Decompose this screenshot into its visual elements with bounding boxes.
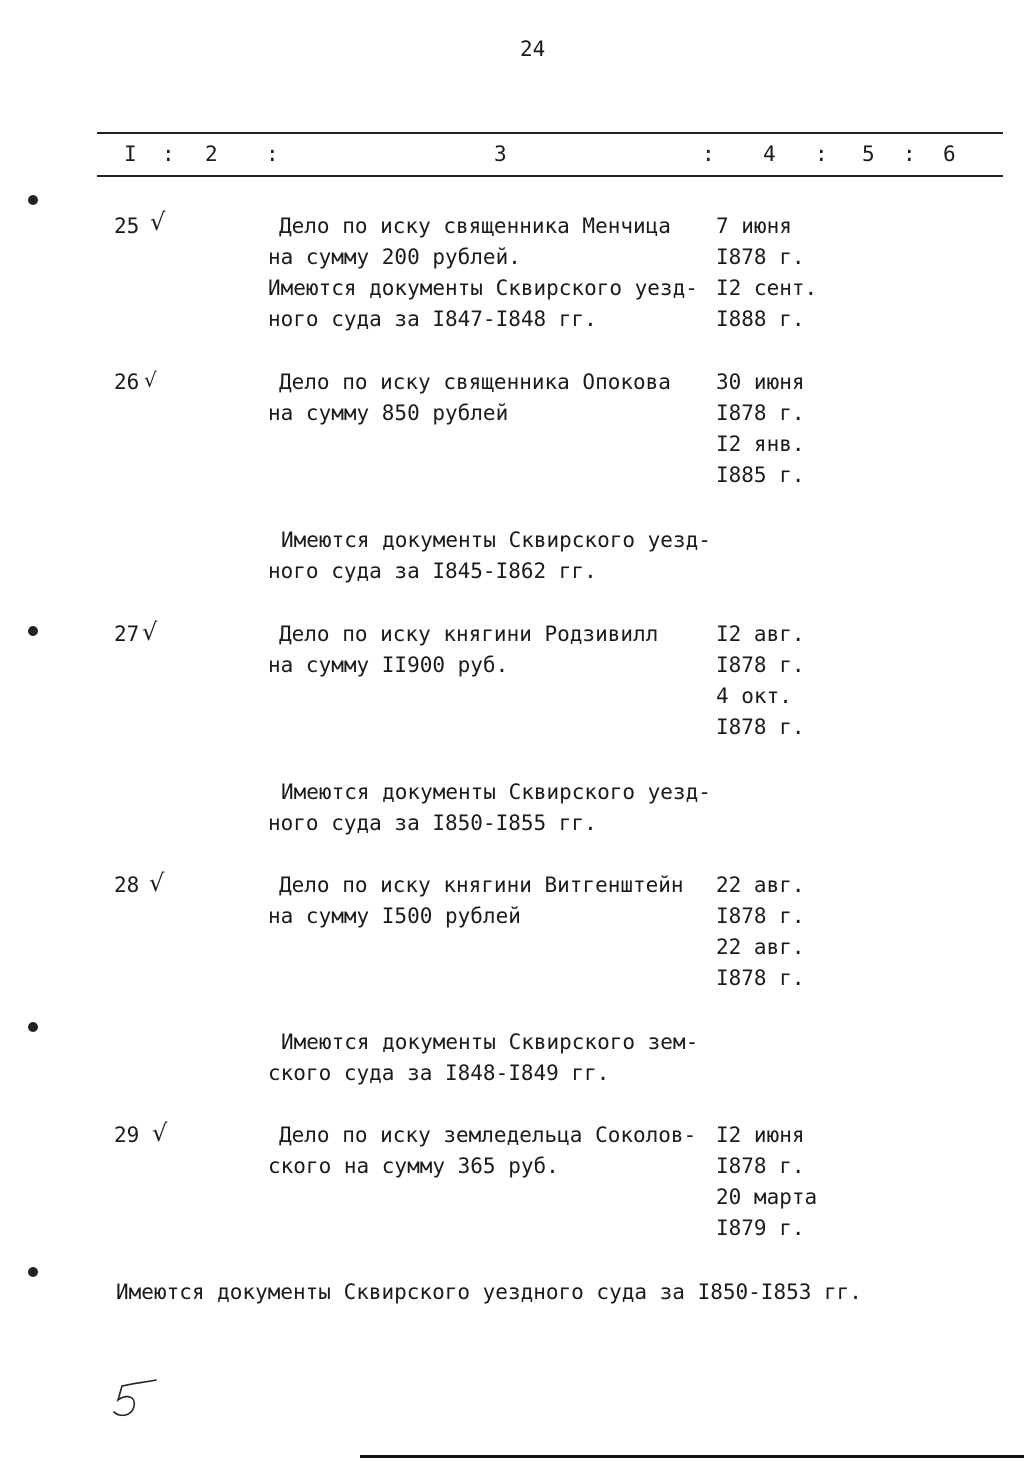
table-rule-top [97,132,1003,134]
entry-date-line: I878 г. [716,653,805,677]
column-header-5: 5 [862,142,875,166]
entry-date-line: I878 г. [716,1154,805,1178]
entry-description-line: на сумму II900 руб. [268,653,509,677]
checkmark-icon: √ [152,1119,168,1147]
entry-date-line: I878 г. [716,401,805,425]
entry-date-line: I2 авг. [716,622,805,646]
column-header-sep: : [162,142,175,166]
entry-description-line: Имеются документы Сквирского уезд- [268,276,698,300]
entry-date-line: I878 г. [716,245,805,269]
entry-description-line: ного суда за I847-I848 гг. [268,307,597,331]
column-header-sep: : [815,142,828,166]
entry-description-line: ского на сумму 365 руб. [268,1154,559,1178]
entry-note-line: ского суда за I848-I849 гг. [268,1061,610,1085]
entry-description-line: Дело по иску священника Менчица [279,214,671,238]
entry-date-line: 4 окт. [716,684,792,708]
page-edge-line [360,1455,1024,1458]
entry-note-line: ного суда за I850-I855 гг. [268,811,597,835]
handwritten-number-mark [108,1372,168,1422]
entry-date-line: I888 г. [716,307,805,331]
checkmark-icon: √ [144,368,157,392]
punch-hole-dot [28,1022,38,1032]
column-header-1: I [124,142,137,166]
column-header-sep: : [266,142,279,166]
entry-date-line: I878 г. [716,715,805,739]
entry-description-line: Дело по иску земледельца Соколов- [279,1123,697,1147]
entry-number: 26 [114,370,140,394]
checkmark-icon: √ [150,208,166,236]
entry-date-line: 7 июня [716,214,792,238]
entry-date-line: 20 марта [716,1185,818,1209]
entry-date-line: I878 г. [716,904,805,928]
entry-note-line: Имеются документы Сквирского зем- [281,1030,699,1054]
column-header-2: 2 [205,142,218,166]
column-header-4: 4 [763,142,776,166]
page-number: 24 [520,37,546,61]
entry-description-line: Дело по иску княгини Родзивилл [279,622,659,646]
entry-description-line: Дело по иску священника Опокова [279,370,671,394]
entry-date-line: 22 авг. [716,873,805,897]
checkmark-icon: √ [142,618,158,646]
punch-hole-dot [28,195,38,205]
entry-date-line: 22 авг. [716,935,805,959]
column-header-3: 3 [494,142,507,166]
checkmark-icon: √ [149,869,165,897]
entry-number: 29 [114,1123,140,1147]
punch-hole-dot [28,1267,38,1277]
entry-note-line: Имеются документы Сквирского уезд- [281,528,711,552]
entry-date-line: I879 г. [716,1216,805,1240]
table-rule-bottom [97,175,1003,177]
final-note: Имеются документы Сквирского уездного суда за I850-I853 гг. [116,1280,862,1304]
entry-date-line: I2 июня [716,1123,805,1147]
column-header-sep: : [903,142,916,166]
entry-number: 27 [114,622,140,646]
entry-note-line: Имеются документы Сквирского уезд- [281,780,711,804]
entry-date-line: I2 сент. [716,276,818,300]
entry-date-line: I885 г. [716,463,805,487]
column-header-6: 6 [943,142,956,166]
entry-description-line: на сумму 850 рублей [268,401,509,425]
column-header-sep: : [702,142,715,166]
entry-number: 28 [114,873,140,897]
entry-description-line: на сумму I500 рублей [268,904,521,928]
entry-description-line: Дело по иску княгини Витгенштейн [279,873,684,897]
entry-description-line: на сумму 200 рублей. [268,245,521,269]
entry-date-line: 30 июня [716,370,805,394]
entry-number: 25 [114,214,140,238]
entry-note-line: ного суда за I845-I862 гг. [268,559,597,583]
punch-hole-dot [28,626,38,636]
entry-date-line: I2 янв. [716,432,805,456]
entry-date-line: I878 г. [716,966,805,990]
